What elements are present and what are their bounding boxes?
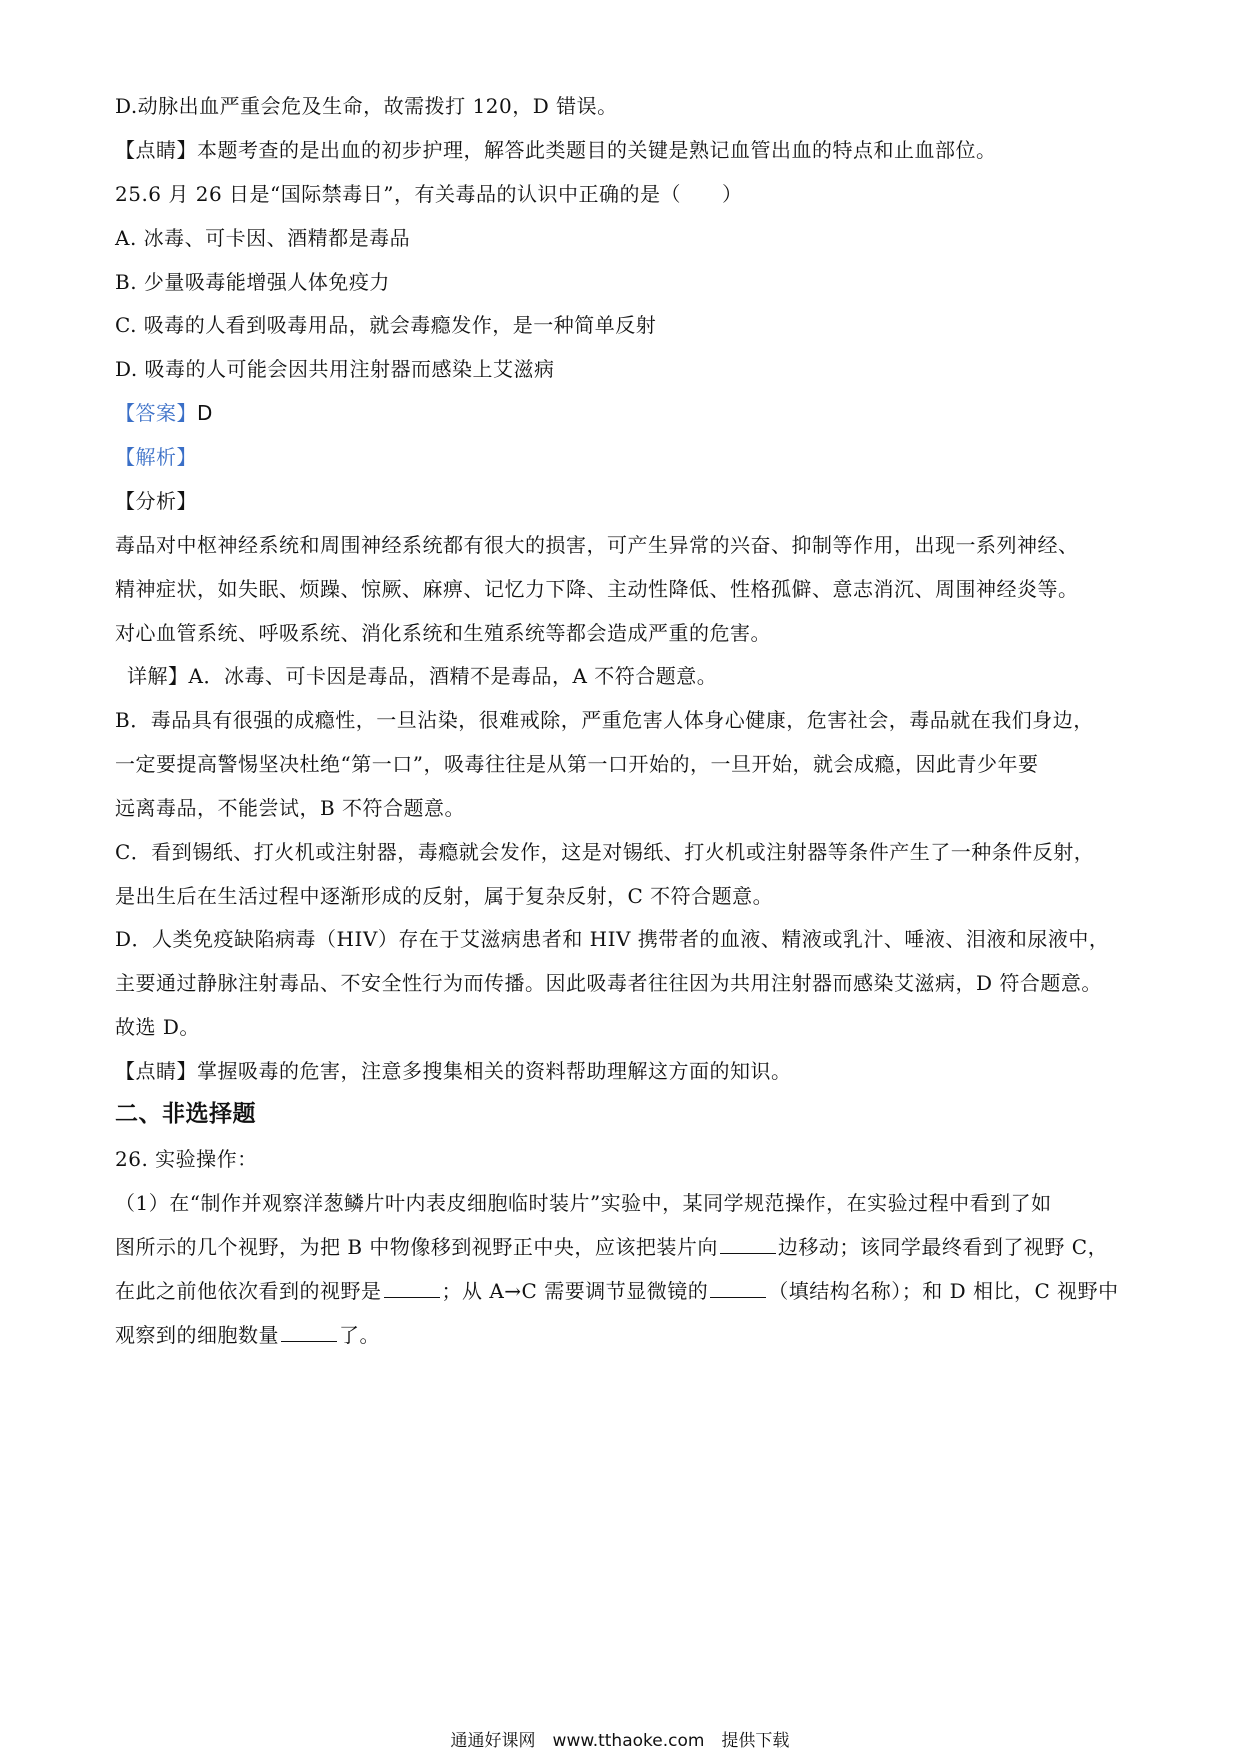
- text-segment: 在此之前他依次看到的视野是: [115, 1279, 382, 1303]
- dianjing-note: 【点睛】本题考查的是出血的初步护理，解答此类题目的关键是熟记血管出血的特点和止血部位。: [115, 138, 997, 162]
- analysis-label: 【解析】: [115, 445, 197, 469]
- option-c: C. 吸毒的人看到吸毒用品，就会毒瘾发作，是一种简单反射: [115, 313, 657, 337]
- answer-blank[interactable]: [384, 1279, 440, 1298]
- text-segment: （填结构名称）；和 D 相比，C 视野中: [768, 1279, 1119, 1303]
- question-26-part-1: （1）在“制作并观察洋葱鳞片叶内表皮细胞临时装片”实验中，某同学规范操作，在实验过程中看到了如: [115, 1191, 1052, 1215]
- detail-b: B．毒品具有很强的成瘾性，一旦沾染，很难戒除，严重危害人体身心健康，危害社会，毒品就在我们身边，: [115, 708, 1094, 732]
- detail-a: 详解】A．冰毒、可卡因是毒品，酒精不是毒品，A 不符合题意。: [127, 664, 718, 688]
- question-26-part-1: [115, 1233, 1145, 1261]
- answer-blank[interactable]: [710, 1279, 766, 1298]
- page-footer: 通通好课网 www.tthaoke.com 提供下载: [450, 1731, 790, 1751]
- option-a: A. 冰毒、可卡因、酒精都是毒品: [115, 226, 411, 250]
- detail-b: 远离毒品，不能尝试，B 不符合题意。: [115, 796, 466, 820]
- answer-line: [115, 399, 1145, 427]
- answer-label: 【答案】: [115, 401, 197, 425]
- text-segment: ；从 A→C 需要调节显微镜的: [441, 1279, 709, 1303]
- detail-b: 一定要提高警惕坚决杜绝“第一口”，吸毒往往是从第一口开始的，一旦开始，就会成瘾，因此青少年要: [115, 752, 1039, 776]
- paragraph-line: 对心血管系统、呼吸系统、消化系统和生殖系统等都会造成严重的危害。: [115, 621, 771, 645]
- fenxi-label: 【分析】: [115, 489, 197, 513]
- question-25: 25.6 月 26 日是“国际禁毒日”，有关毒品的认识中正确的是（ ）: [115, 182, 743, 206]
- text-line: D.动脉出血严重会危及生命，故需拨打 120，D 错误。: [115, 94, 618, 118]
- dianjing-note: 【点睛】掌握吸毒的危害，注意多搜集相关的资料帮助理解这方面的知识。: [115, 1059, 792, 1083]
- text-segment: 观察到的细胞数量: [115, 1323, 279, 1347]
- detail-c: 是出生后在生活过程中逐渐形成的反射，属于复杂反射，C 不符合题意。: [115, 884, 774, 908]
- choose-line: 故选 D。: [115, 1015, 200, 1039]
- answer-blank[interactable]: [720, 1235, 776, 1254]
- question-26-part-1: [115, 1321, 1145, 1349]
- detail-c: C．看到锡纸、打火机或注射器，毒瘾就会发作，这是对锡纸、打火机或注射器等条件产生了一种条件反射，: [115, 840, 1095, 864]
- question-26-part-1: [115, 1277, 1145, 1305]
- detail-d: D．人类免疫缺陷病毒（HIV）存在于艾滋病患者和 HIV 携带者的血液、精液或乳汁、唾液、泪液和尿液中，: [115, 927, 1110, 951]
- text-segment: 图所示的几个视野，为把 B 中物像移到视野正中央，应该把装片向: [115, 1235, 718, 1259]
- answer-blank[interactable]: [281, 1323, 337, 1342]
- detail-d: 主要通过静脉注射毒品、不安全性行为而传播。因此吸毒者往往因为共用注射器而感染艾滋病，D 符合题意。: [115, 971, 1102, 995]
- question-26: 26. 实验操作：: [115, 1147, 258, 1171]
- paragraph-line: 毒品对中枢神经系统和周围神经系统都有很大的损害，可产生异常的兴奋、抑制等作用，出现一系列神经、: [115, 533, 1079, 557]
- text-segment: 边移动；该同学最终看到了视野 C，: [777, 1235, 1109, 1259]
- text-segment: 了。: [339, 1323, 380, 1347]
- option-d: D. 吸毒的人可能会因共用注射器而感染上艾滋病: [115, 357, 555, 381]
- section-heading: 二、非选择题: [115, 1101, 256, 1127]
- option-b: B. 少量吸毒能增强人体免疫力: [115, 270, 390, 294]
- paragraph-line: 精神症状，如失眠、烦躁、惊厥、麻痹、记忆力下降、主动性降低、性格孤僻、意志消沉、周围神经炎等。: [115, 577, 1079, 601]
- answer-value: D: [197, 401, 213, 425]
